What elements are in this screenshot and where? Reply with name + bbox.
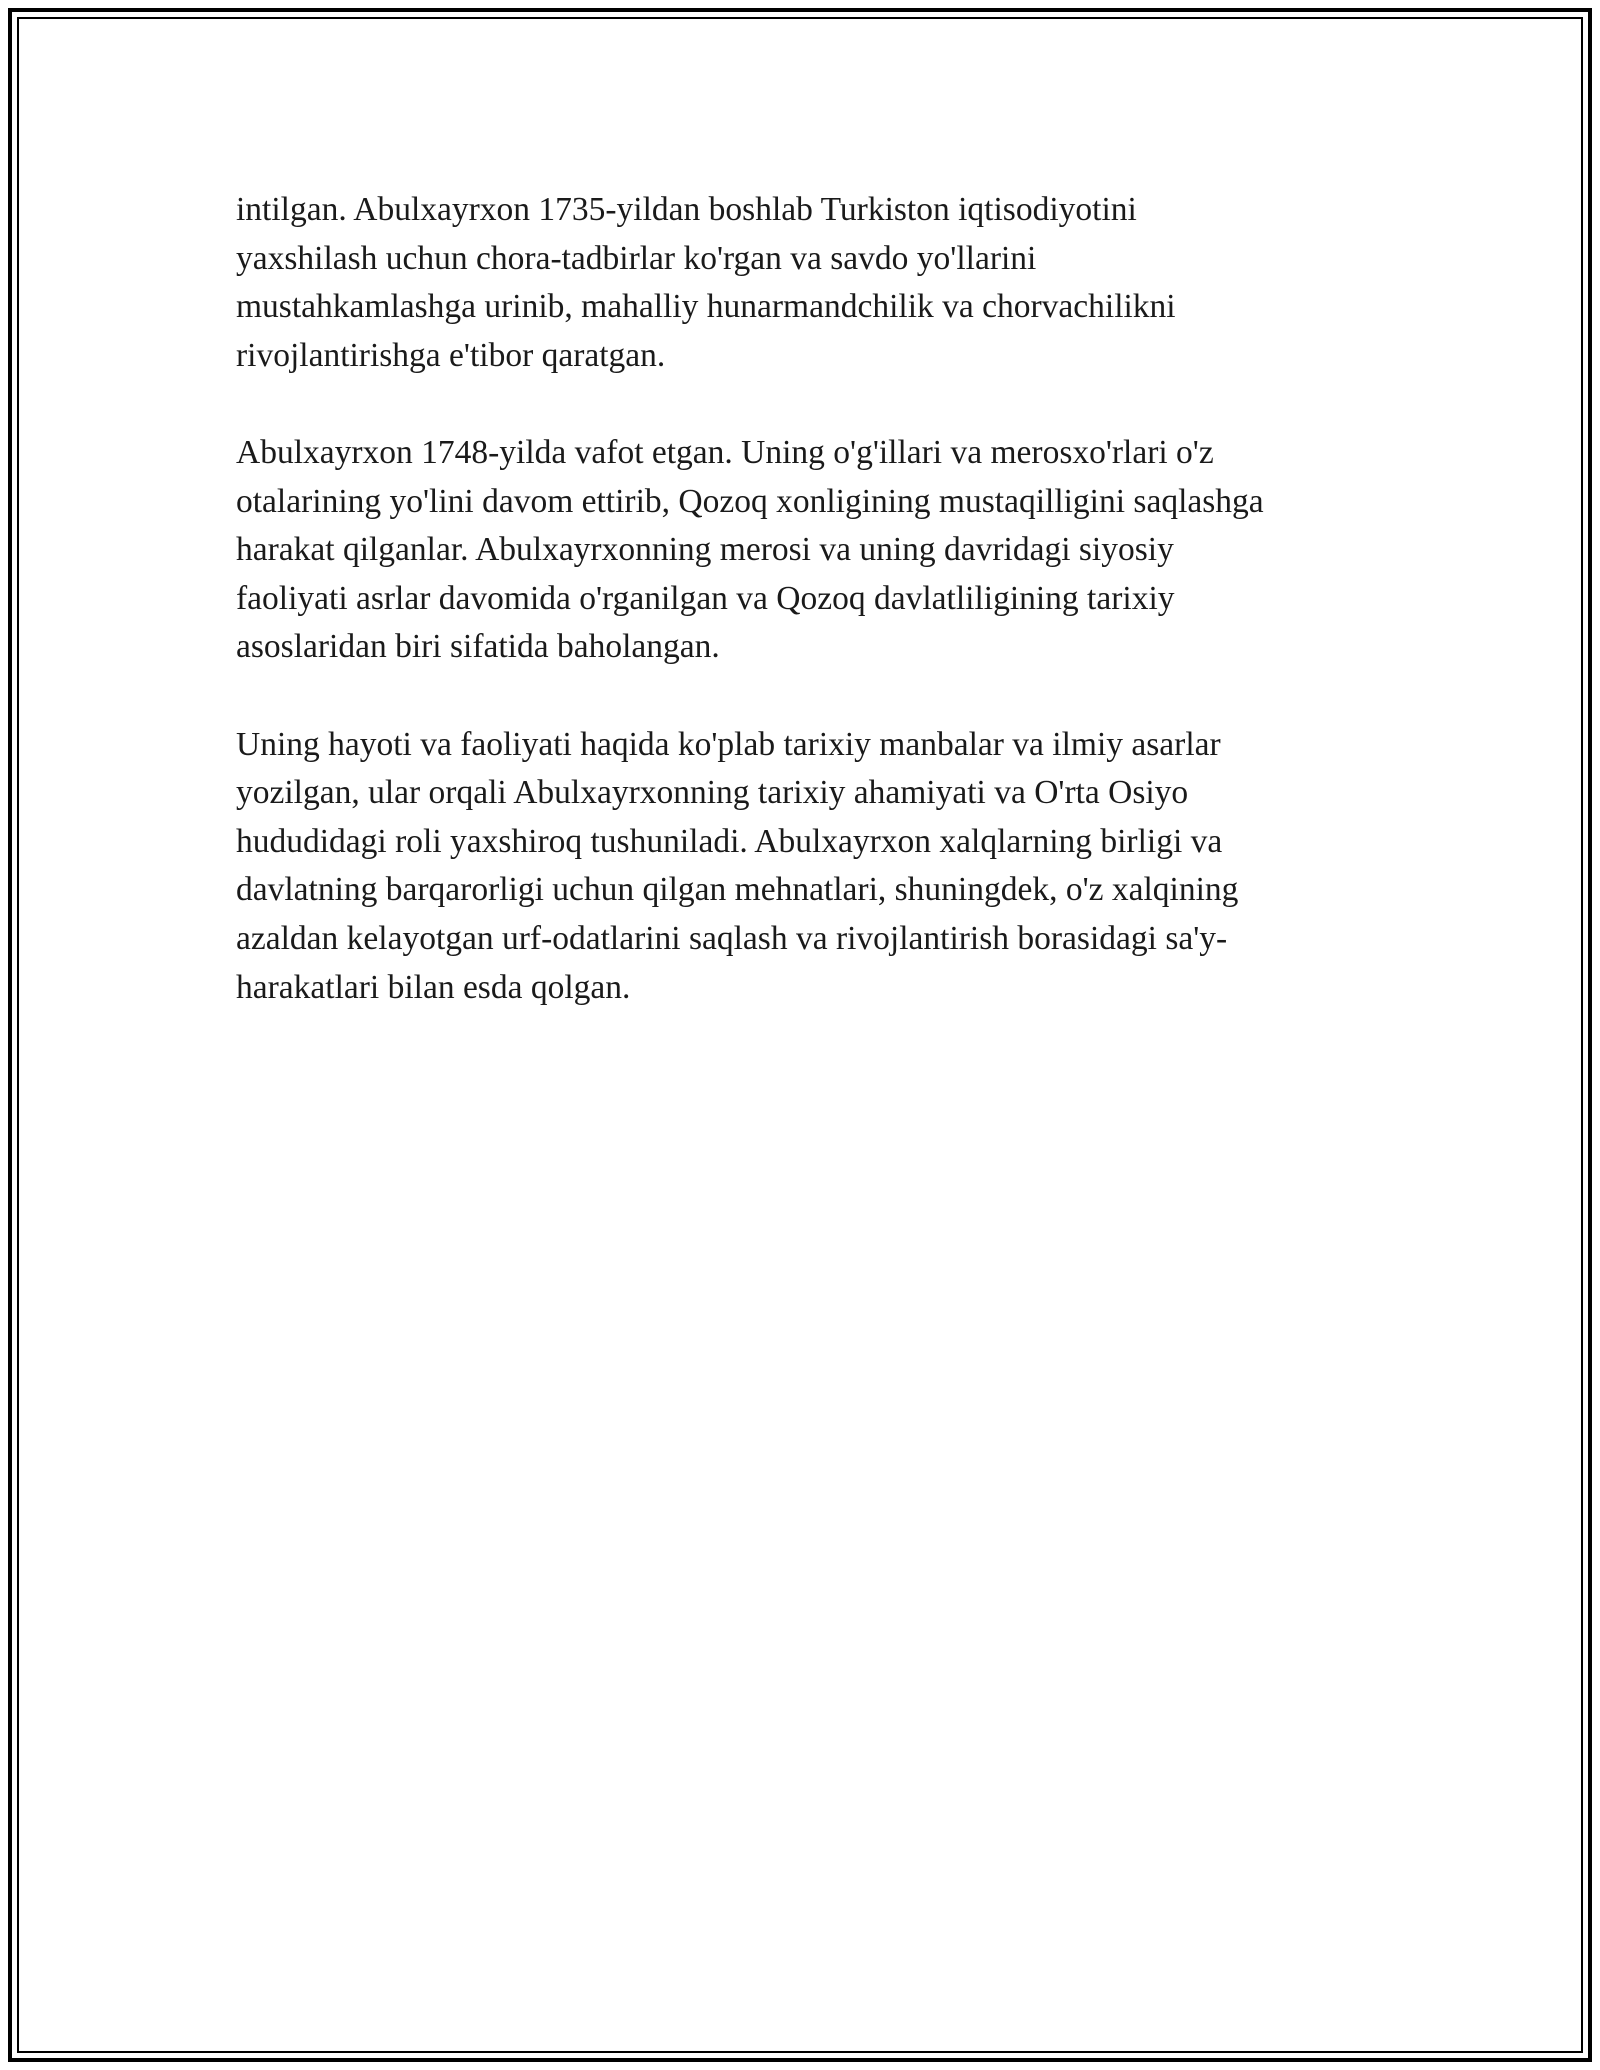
text-line: mustahkamlashga urinib, mahalliy hunarmandchilik va chorvachilikni (236, 288, 1176, 326)
text-line: yozilgan, ular orqali Abulxayrxonning tarixiy ahamiyati va O'rta Osiyo (236, 774, 1189, 812)
text-line: Uning hayoti va faoliyati haqida ko'plab tarixiy manbalar va ilmiy asarlar (236, 725, 1221, 763)
text-line: faoliyati asrlar davomida o'rganilgan va Qozoq davlatliligining tarixiy (236, 579, 1175, 617)
text-line: harakat qilganlar. Abulxayrxonning merosi va uning davridagi siyosiy (236, 531, 1174, 569)
text-line: asoslaridan biri sifatida baholangan. (236, 628, 720, 666)
paragraph-2 (236, 429, 1386, 672)
paragraph-3 (236, 721, 1386, 1013)
text-line: rivojlantirishga e'tibor qaratgan. (236, 336, 666, 374)
paragraph-1 (236, 186, 1386, 380)
document-body (236, 186, 1386, 1012)
text-line: hududidagi roli yaxshiroq tushuniladi. Abulxayrxon xalqlarning birligi va (236, 822, 1223, 860)
text-line: yaxshilash uchun chora-tadbirlar ko'rgan va savdo yo'llarini (236, 239, 1037, 277)
text-line: otalarining yo'lini davom ettirib, Qozoq xonligining mustaqilligini saqlashga (236, 482, 1264, 520)
text-line: Abulxayrxon 1748-yilda vafot etgan. Uning o'g'illari va merosxo'rlari o'z (236, 433, 1214, 471)
text-line: azaldan kelayotgan urf-odatlarini saqlash va rivojlantirish borasidagi sa'y- (236, 919, 1228, 957)
text-line: davlatning barqarorligi uchun qilgan mehnatlari, shuningdek, o'z xalqining (236, 871, 1239, 909)
text-line: harakatlari bilan esda qolgan. (236, 968, 631, 1006)
text-line: intilgan. Abulxayrxon 1735-yildan boshlab Turkiston iqtisodiyotini (236, 191, 1137, 228)
